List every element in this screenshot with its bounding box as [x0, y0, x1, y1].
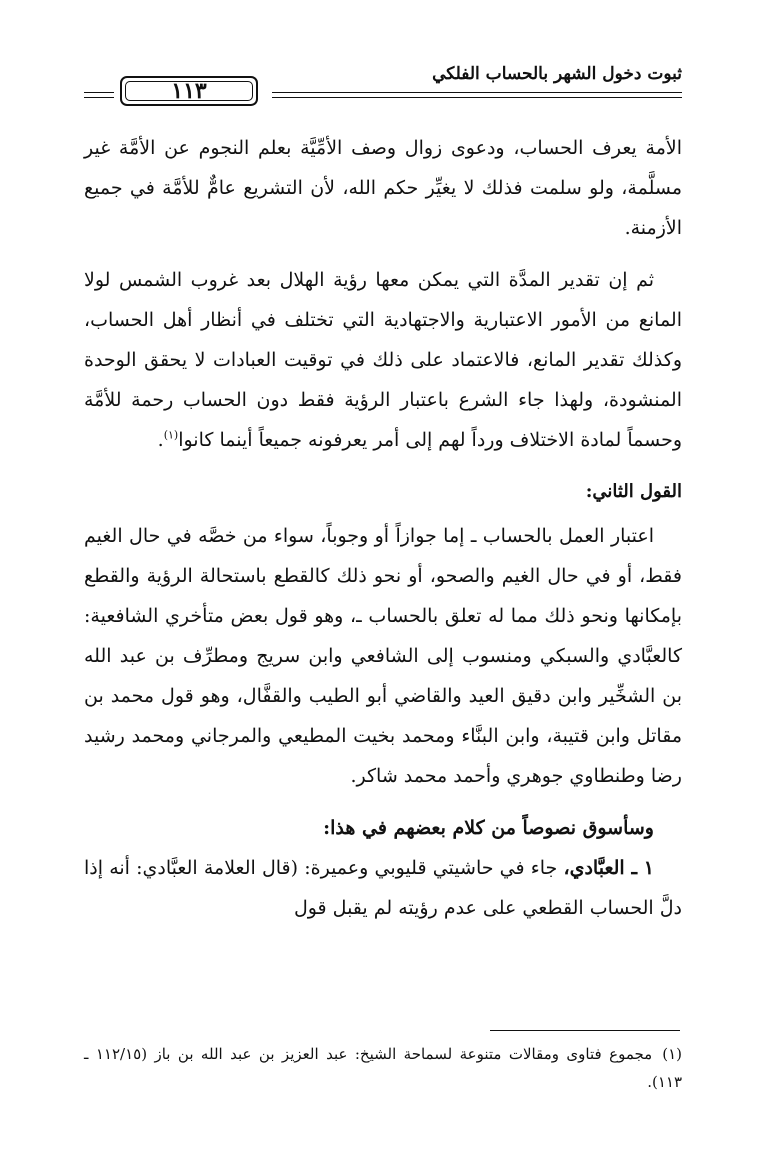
list-item-text: جاء في حاشيتي قليوبي وعميرة: (قال العلامة العبَّادي: أنه إذا دلَّ الحساب القطعي على عدم رؤيته لم يقبل قول: [84, 857, 682, 919]
paragraph-continuation: الأمة يعرف الحساب، ودعوى زوال وصف الأمِّيَّة بعلم النجوم عن الأمَّة غير مسلَّمة، ولو سلمت فذلك لا يغيِّر حكم الله، لأن التشريع عامٌّ للأمَّة في جميع الأزمنة.: [84, 137, 682, 239]
footnotes: [84, 1040, 682, 1096]
list-item-abbadi: [84, 848, 682, 928]
running-header-title: ثبوت دخول الشهر بالحساب الفلكي: [432, 64, 682, 84]
page-number-frame: [120, 76, 258, 106]
running-header: [84, 62, 682, 112]
footnote-reference: (١): [163, 428, 179, 442]
main-text: [84, 128, 682, 940]
footnote-separator: [490, 1030, 680, 1031]
paragraph-second-opinion: اعتبار العمل بالحساب ـ إما جوازاً أو وجوباً، سواء من خصَّه في حال الغيم فقط، أو في حال الغيم والصحو، أو نحو ذلك كالقطع باستحالة الرؤية والقطع بإمكانها ونحو ذلك مما له تعلق بالحساب ـ، وهو قول بعض متأخري الشافعية: كالعبَّادي والسبكي ومنسوب إلى الشافعي وابن سريج ومطرِّف بن عبد الله بن الشخِّير وابن دقيق العيد والقاضي أبو الطيب والقفَّال، وهو قول محمد بن مقاتل وابن قتيبة، وابن البنَّاء ومحمد بخيت المطيعي والمرجاني ومحمد رشيد رضا وطنطاوي جوهري وأحمد محمد شاكر.: [84, 525, 682, 787]
page-number: ١١٣: [171, 78, 207, 104]
footnote-marker: (١): [662, 1045, 682, 1063]
paragraph-end-dot: .: [157, 429, 164, 451]
footnote-text: مجموع فتاوى ومقالات متنوعة لسماحة الشيخ: عبد العزيز بن عبد الله بن باز (١١٢/١٥ ـ ١١٣).: [84, 1045, 682, 1091]
header-double-rule: [272, 92, 682, 98]
section-heading: القول الثاني:: [585, 481, 682, 502]
footnote: [84, 1040, 682, 1096]
paragraph-visibility-period: [84, 260, 682, 460]
lead-sentence: وسأسوق نصوصاً من كلام بعضهم في هذا:: [323, 817, 654, 839]
paragraph-visibility-period-text: ثم إن تقدير المدَّة التي يمكن معها رؤية الهلال بعد غروب الشمس لولا المانع من الأمور الاعتبارية والاجتهادية التي تختلف في أنظار أهل الحساب، وكذلك تقدير المانع، فالاعتماد على ذلك في توقيت العبادات لا يحقق الوحدة المنشودة، ولهذا جاء الشرع باعتبار الرؤية فقط دون الحساب رحمة للأمَّة وحسماً لمادة الاختلاف ورداً لهم إلى أمر يعرفونه جميعاً أينما كانوا: [84, 269, 682, 451]
list-item-label: ١ ـ العبَّادي،: [563, 857, 654, 879]
header-double-rule-end: [84, 92, 114, 98]
